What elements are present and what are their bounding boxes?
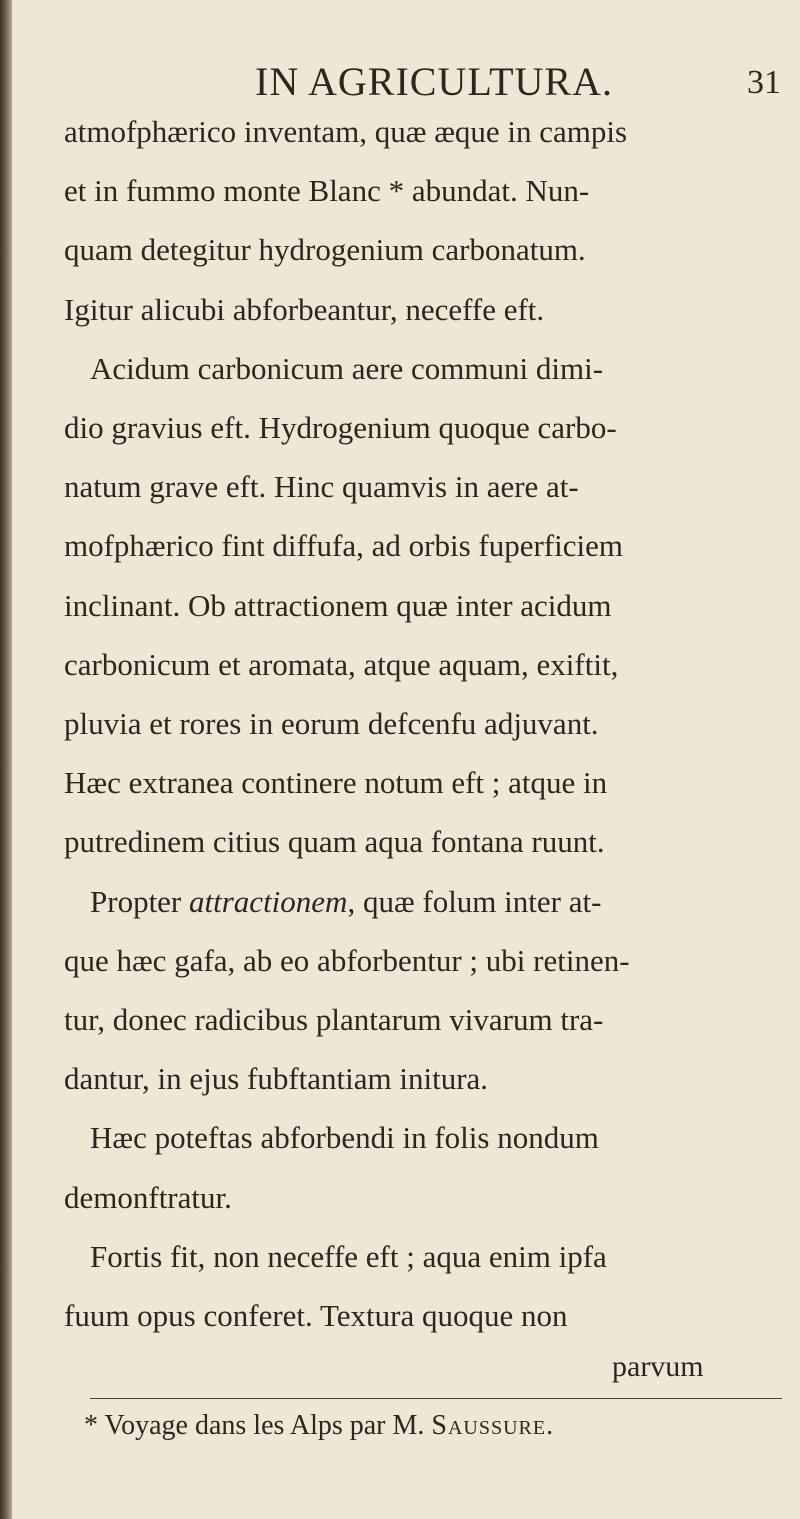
- text-line: Hæc extranea continere notum eft ; atque in: [64, 765, 608, 801]
- footnote-author: Saussure.: [431, 1410, 555, 1441]
- page-number: 31: [747, 64, 781, 101]
- text-line: que hæc gafa, ab eo abforbentur ; ubi retinen-: [64, 942, 630, 978]
- text-line: putredinem citius quam aqua fontana ruunt.: [64, 824, 605, 860]
- footnote-text: Voyage dans les Alps par M.: [104, 1410, 432, 1441]
- text-line: carbonicum et aromata, atque aquam, exiftit,: [64, 646, 619, 682]
- text-line: Igitur alicubi abforbeantur, neceffe eft.: [64, 291, 545, 327]
- text-line: dio gravius eft. Hydrogenium quoque carbo-: [64, 410, 617, 445]
- text-line: et in fummo monte Blanc * abundat. Nun-: [64, 173, 590, 209]
- propter-after: , quæ folum inter at-: [347, 883, 602, 919]
- text-line: tur, donec radicibus plantarum vivarum tra-: [64, 1002, 604, 1037]
- footnote: [84, 1410, 554, 1442]
- text-line-propter: [90, 883, 602, 919]
- running-title: IN AGRICULTURA.: [255, 59, 613, 104]
- text-line: inclinant. Ob attractionem quæ inter acidum: [64, 587, 612, 623]
- text-line: quam detegitur hydrogenium carbonatum.: [64, 232, 586, 268]
- text-line: pluvia et rores in eorum defcenfu adjuvant.: [64, 706, 599, 741]
- catchword: parvum: [612, 1350, 704, 1383]
- text-line: natum grave eft. Hinc quamvis in aere at-: [64, 469, 579, 505]
- text-line: fuum opus conferet. Textura quoque non: [64, 1298, 568, 1333]
- text-line: Fortis fit, non neceffe eft ; aqua enim ipfa: [90, 1238, 607, 1274]
- text-line: Hæc poteftas abforbendi in folis nondum: [90, 1120, 599, 1156]
- text-line: demonftratur.: [64, 1179, 232, 1215]
- propter-italic: attractionem: [189, 883, 348, 919]
- text-line: atmofphærico inventam, quæ æque in campis: [64, 114, 628, 149]
- text-line: mofphærico fint diffufa, ad orbis fuperficiem: [64, 528, 623, 564]
- footnote-rule: [90, 1398, 782, 1399]
- propter-before: Propter: [90, 883, 190, 919]
- footnote-marker: *: [84, 1410, 105, 1441]
- text-line: dantur, in ejus fubftantiam initura.: [64, 1061, 489, 1097]
- text-line: Acidum carbonicum aere communi dimi-: [90, 350, 604, 386]
